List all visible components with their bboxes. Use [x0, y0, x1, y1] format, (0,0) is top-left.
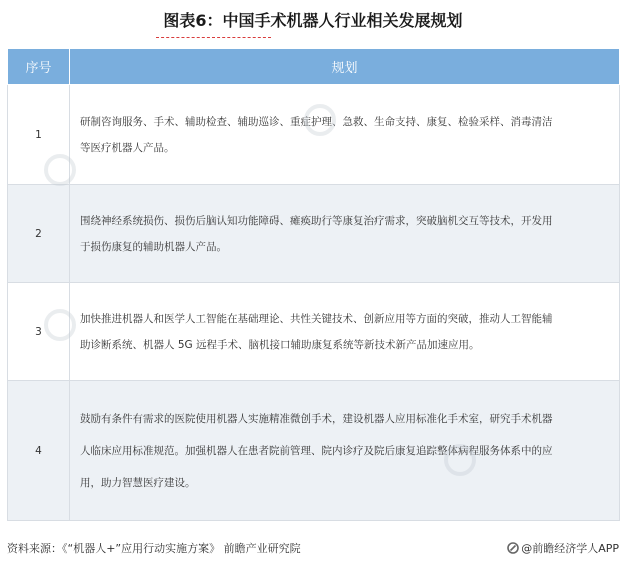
text-line: 加快推进机器人和医学人工智能在基础理论、共性关键技术、创新应用等方面的突破，推动人工智能辅	[80, 312, 553, 325]
title-underline	[156, 37, 271, 38]
qianzhan-logo-icon	[507, 542, 519, 554]
table-header-row	[8, 49, 620, 85]
text-line: 于损伤康复的辅助机器人产品。	[80, 240, 227, 253]
row-number: 2	[8, 185, 70, 283]
text-line: 用，助力智慧医疗建设。	[80, 476, 196, 489]
brand-label: @前瞻经济学人APP	[521, 542, 619, 555]
plan-table	[7, 48, 620, 521]
row-plan-text	[70, 283, 620, 381]
header-plan: 规划	[70, 49, 620, 85]
row-plan-text	[70, 85, 620, 185]
row-number: 3	[8, 283, 70, 381]
text-line: 围绕神经系统损伤、损伤后脑认知功能障碍、瘫痪助行等康复治疗需求，突破脑机交互等技术，开发用	[80, 214, 553, 227]
text-line: 人临床应用标准规范。加强机器人在患者院前管理、院内诊疗及院后康复追踪整体病程服务体系中的应	[80, 444, 553, 457]
text-line: 助诊断系统、机器人 5G 远程手术、脑机接口辅助康复系统等新技术新产品加速应用。	[80, 338, 480, 351]
table-row	[8, 185, 620, 283]
page-title: 图表6：中国手术机器人行业相关发展规划	[163, 11, 463, 30]
table-row	[8, 283, 620, 381]
source-note: 资料来源：《“机器人+”应用行动实施方案》 前瞻产业研究院	[7, 542, 301, 555]
footer	[7, 538, 619, 558]
table-row	[8, 85, 620, 185]
row-number: 4	[8, 381, 70, 521]
row-number: 1	[8, 85, 70, 185]
text-line: 研制咨询服务、手术、辅助检查、辅助巡诊、重症护理、急救、生命支持、康复、检验采样、消毒清洁	[80, 115, 553, 128]
text-line: 等医疗机器人产品。	[80, 141, 175, 154]
table-row	[8, 381, 620, 521]
text-line: 鼓励有条件有需求的医院使用机器人实施精准微创手术，建设机器人应用标准化手术室，研究手术机器	[80, 412, 553, 425]
row-plan-text	[70, 185, 620, 283]
row-plan-text	[70, 381, 620, 521]
brand-credit	[507, 540, 619, 556]
header-number: 序号	[8, 49, 70, 85]
